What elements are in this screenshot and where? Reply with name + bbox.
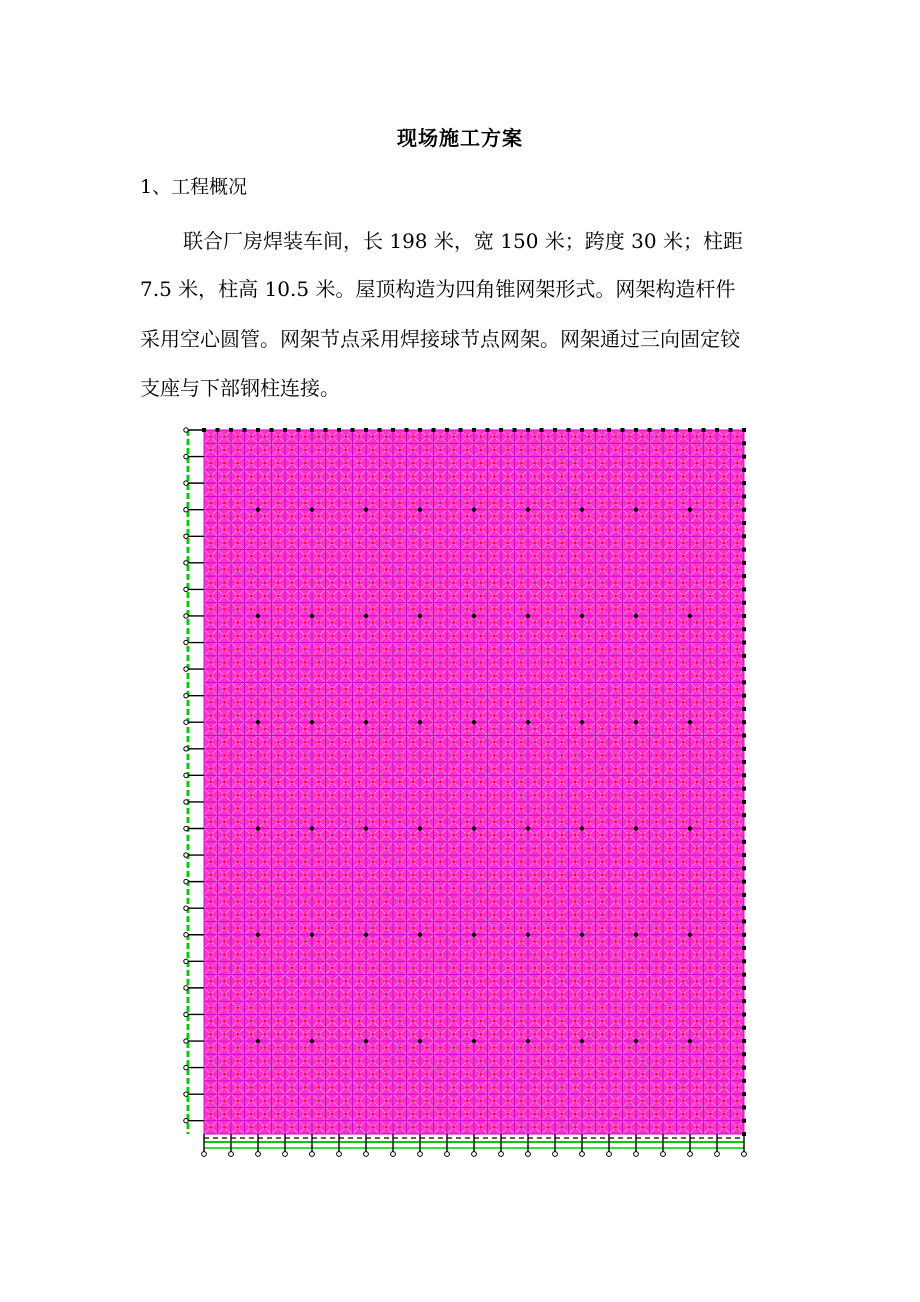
bottom-axis-marker bbox=[742, 1152, 747, 1157]
right-edge-node bbox=[742, 773, 746, 777]
top-edge-node bbox=[445, 428, 449, 432]
left-axis-marker bbox=[184, 640, 188, 644]
right-edge-node bbox=[742, 521, 746, 525]
right-edge-node bbox=[742, 866, 746, 870]
top-edge-node bbox=[391, 428, 395, 432]
bottom-axis-marker bbox=[472, 1152, 477, 1157]
top-edge-node bbox=[688, 428, 692, 432]
support-node bbox=[688, 614, 692, 618]
support-node bbox=[364, 614, 368, 618]
support-node bbox=[634, 614, 638, 618]
right-edge-node bbox=[742, 508, 746, 512]
right-edge-node bbox=[742, 840, 746, 844]
top-edge-node bbox=[472, 428, 476, 432]
top-edge-node bbox=[324, 428, 328, 432]
bottom-axis-marker bbox=[256, 1152, 261, 1157]
left-axis-marker bbox=[184, 933, 188, 937]
right-edge-node bbox=[742, 893, 746, 897]
support-node bbox=[418, 826, 422, 830]
left-axis-marker bbox=[184, 853, 188, 857]
support-node bbox=[688, 507, 692, 511]
right-edge-node bbox=[742, 481, 746, 485]
bottom-axis-marker bbox=[688, 1152, 693, 1157]
left-axis-marker bbox=[184, 667, 188, 671]
top-edge-node bbox=[432, 428, 436, 432]
support-node bbox=[526, 1039, 530, 1043]
support-node bbox=[580, 614, 584, 618]
top-edge-node bbox=[256, 428, 260, 432]
right-edge-node bbox=[742, 747, 746, 751]
right-edge-node bbox=[742, 853, 746, 857]
right-edge-node bbox=[742, 548, 746, 552]
right-edge-node bbox=[742, 919, 746, 923]
bottom-axis-marker bbox=[283, 1152, 288, 1157]
bottom-axis-marker bbox=[364, 1152, 369, 1157]
support-node bbox=[688, 933, 692, 937]
support-node bbox=[364, 720, 368, 724]
top-edge-node bbox=[243, 428, 247, 432]
support-node bbox=[256, 826, 260, 830]
bottom-axis-marker bbox=[445, 1152, 450, 1157]
support-node bbox=[526, 720, 530, 724]
support-node bbox=[472, 1039, 476, 1043]
top-edge-node bbox=[405, 428, 409, 432]
support-node bbox=[634, 933, 638, 937]
page-title: 现场施工方案 bbox=[397, 126, 523, 150]
right-edge-node bbox=[742, 734, 746, 738]
support-node bbox=[364, 507, 368, 511]
left-axis-marker bbox=[184, 454, 188, 458]
top-edge-node bbox=[418, 428, 422, 432]
bottom-axis-marker bbox=[337, 1152, 342, 1157]
right-edge-node bbox=[742, 707, 746, 711]
support-node bbox=[364, 1039, 368, 1043]
paragraph-line-4: 支座与下部钢柱连接。 bbox=[140, 376, 340, 400]
right-edge-node bbox=[742, 1105, 746, 1109]
right-edge-node bbox=[742, 787, 746, 791]
grid-members bbox=[204, 430, 744, 1134]
bottom-axis-marker bbox=[202, 1152, 207, 1157]
support-node bbox=[526, 507, 530, 511]
support-node bbox=[580, 1039, 584, 1043]
support-node bbox=[634, 507, 638, 511]
support-node bbox=[526, 826, 530, 830]
top-edge-node bbox=[540, 428, 544, 432]
left-axis-marker bbox=[184, 587, 188, 591]
right-edge-node bbox=[742, 800, 746, 804]
right-edge-node bbox=[742, 468, 746, 472]
top-edge-node bbox=[459, 428, 463, 432]
right-edge-node bbox=[742, 667, 746, 671]
top-edge-node bbox=[621, 428, 625, 432]
left-axis-marker bbox=[184, 773, 188, 777]
support-node bbox=[634, 826, 638, 830]
right-edge-node bbox=[742, 441, 746, 445]
left-axis-marker bbox=[184, 1039, 188, 1043]
support-node bbox=[310, 1039, 314, 1043]
right-edge-node bbox=[742, 986, 746, 990]
right-edge-node bbox=[742, 760, 746, 764]
left-axis-marker bbox=[184, 906, 188, 910]
top-edge-node bbox=[729, 428, 733, 432]
left-axis-marker bbox=[184, 693, 188, 697]
paragraph-line-1: 联合厂房焊装车间，长 198 米，宽 150 米；跨度 30 米；柱距 bbox=[183, 229, 743, 253]
support-node bbox=[256, 614, 260, 618]
left-axis-marker bbox=[184, 1092, 188, 1096]
support-node bbox=[472, 507, 476, 511]
top-edge-node bbox=[675, 428, 679, 432]
right-edge-node bbox=[742, 680, 746, 684]
top-edge-node bbox=[702, 428, 706, 432]
support-node bbox=[634, 1039, 638, 1043]
support-node bbox=[472, 826, 476, 830]
right-edge-node bbox=[742, 641, 746, 645]
space-frame-plan-drawing bbox=[176, 424, 752, 1160]
support-node bbox=[688, 826, 692, 830]
top-edge-node bbox=[567, 428, 571, 432]
right-edge-node bbox=[742, 494, 746, 498]
support-node bbox=[364, 933, 368, 937]
left-axis-marker bbox=[184, 879, 188, 883]
left-axis-marker bbox=[184, 800, 188, 804]
support-node bbox=[364, 826, 368, 830]
right-edge-node bbox=[742, 1092, 746, 1096]
top-edge-node bbox=[297, 428, 301, 432]
support-node bbox=[580, 933, 584, 937]
support-node bbox=[256, 720, 260, 724]
support-node bbox=[472, 614, 476, 618]
top-edge-node bbox=[661, 428, 665, 432]
right-edge-node bbox=[742, 720, 746, 724]
support-node bbox=[688, 720, 692, 724]
right-edge-node bbox=[742, 428, 746, 432]
support-node bbox=[580, 826, 584, 830]
support-node bbox=[310, 614, 314, 618]
right-edge-node bbox=[742, 1119, 746, 1123]
support-node bbox=[634, 720, 638, 724]
right-edge-node bbox=[742, 574, 746, 578]
left-axis-marker bbox=[184, 959, 188, 963]
top-edge-node bbox=[310, 428, 314, 432]
support-node bbox=[418, 933, 422, 937]
support-node bbox=[688, 1039, 692, 1043]
support-node bbox=[418, 614, 422, 618]
bottom-axis-marker bbox=[607, 1152, 612, 1157]
top-edge-node bbox=[216, 428, 220, 432]
support-node bbox=[310, 826, 314, 830]
right-edge-node bbox=[742, 614, 746, 618]
top-edge-node bbox=[648, 428, 652, 432]
bottom-axis-marker bbox=[310, 1152, 315, 1157]
left-axis-marker bbox=[184, 826, 188, 830]
right-edge-node bbox=[742, 1079, 746, 1083]
left-axis-marker bbox=[184, 1065, 188, 1069]
space-frame-svg bbox=[176, 424, 752, 1160]
top-edge-node bbox=[715, 428, 719, 432]
support-node bbox=[580, 507, 584, 511]
bottom-axis-marker bbox=[634, 1152, 639, 1157]
left-axis-marker bbox=[184, 561, 188, 565]
right-edge-node bbox=[742, 1066, 746, 1070]
top-edge-node bbox=[351, 428, 355, 432]
right-edge-node bbox=[742, 1026, 746, 1030]
right-edge-node bbox=[742, 946, 746, 950]
support-node bbox=[472, 933, 476, 937]
right-edge-node bbox=[742, 455, 746, 459]
right-edge-node bbox=[742, 601, 746, 605]
right-edge-node bbox=[742, 654, 746, 658]
right-edge-node bbox=[742, 1039, 746, 1043]
right-edge-node bbox=[742, 694, 746, 698]
bottom-axis-marker bbox=[499, 1152, 504, 1157]
top-edge-node bbox=[364, 428, 368, 432]
support-node bbox=[256, 1039, 260, 1043]
support-node bbox=[256, 507, 260, 511]
support-node bbox=[526, 933, 530, 937]
left-axis-marker bbox=[184, 720, 188, 724]
support-node bbox=[418, 720, 422, 724]
support-node bbox=[310, 933, 314, 937]
left-axis-marker bbox=[184, 614, 188, 618]
support-node bbox=[310, 720, 314, 724]
support-node bbox=[310, 507, 314, 511]
top-edge-node bbox=[580, 428, 584, 432]
top-edge-node bbox=[378, 428, 382, 432]
left-axis-marker bbox=[184, 747, 188, 751]
top-edge-node bbox=[526, 428, 530, 432]
top-edge-node bbox=[486, 428, 490, 432]
top-edge-node bbox=[513, 428, 517, 432]
bottom-axis-marker bbox=[229, 1152, 234, 1157]
top-edge-node bbox=[270, 428, 274, 432]
section-heading: 1、工程概况 bbox=[140, 176, 248, 198]
right-edge-node bbox=[742, 561, 746, 565]
right-edge-node bbox=[742, 906, 746, 910]
right-edge-node bbox=[742, 973, 746, 977]
support-node bbox=[418, 1039, 422, 1043]
paragraph-line-3: 采用空心圆管。网架节点采用焊接球节点网架。网架通过三向固定铰 bbox=[140, 327, 740, 351]
top-edge-node bbox=[553, 428, 557, 432]
right-edge-node bbox=[742, 587, 746, 591]
bottom-axis-marker bbox=[418, 1152, 423, 1157]
right-edge-node bbox=[742, 933, 746, 937]
right-edge-node bbox=[742, 1012, 746, 1016]
left-axis-marker bbox=[184, 507, 188, 511]
right-edge-node bbox=[742, 826, 746, 830]
right-edge-node bbox=[742, 1052, 746, 1056]
top-edge-node bbox=[607, 428, 611, 432]
left-axis-marker bbox=[184, 428, 188, 432]
right-edge-node bbox=[742, 813, 746, 817]
bottom-axis-marker bbox=[391, 1152, 396, 1157]
top-edge-node bbox=[594, 428, 598, 432]
bottom-axis-marker bbox=[526, 1152, 531, 1157]
left-axis-marker bbox=[184, 534, 188, 538]
right-edge-node bbox=[742, 534, 746, 538]
support-node bbox=[580, 720, 584, 724]
top-edge-node bbox=[634, 428, 638, 432]
left-axis-marker bbox=[184, 481, 188, 485]
left-axis-marker bbox=[184, 986, 188, 990]
bottom-axis-marker bbox=[715, 1152, 720, 1157]
top-edge-node bbox=[337, 428, 341, 432]
support-node bbox=[256, 933, 260, 937]
top-edge-node bbox=[499, 428, 503, 432]
right-edge-node bbox=[742, 999, 746, 1003]
right-edge-node bbox=[742, 959, 746, 963]
right-edge-node bbox=[742, 627, 746, 631]
bottom-axis-marker bbox=[661, 1152, 666, 1157]
right-edge-node bbox=[742, 880, 746, 884]
top-edge-node bbox=[283, 428, 287, 432]
support-node bbox=[418, 507, 422, 511]
left-axis-marker bbox=[184, 1119, 188, 1123]
top-edge-node bbox=[229, 428, 233, 432]
bottom-axis-marker bbox=[553, 1152, 558, 1157]
bottom-axis-marker bbox=[580, 1152, 585, 1157]
paragraph-line-2: 7.5 米，柱高 10.5 米。屋顶构造为四角锥网架形式。网架构造杆件 bbox=[140, 277, 736, 301]
support-node bbox=[526, 614, 530, 618]
support-node bbox=[472, 720, 476, 724]
left-axis-marker bbox=[184, 1012, 188, 1016]
